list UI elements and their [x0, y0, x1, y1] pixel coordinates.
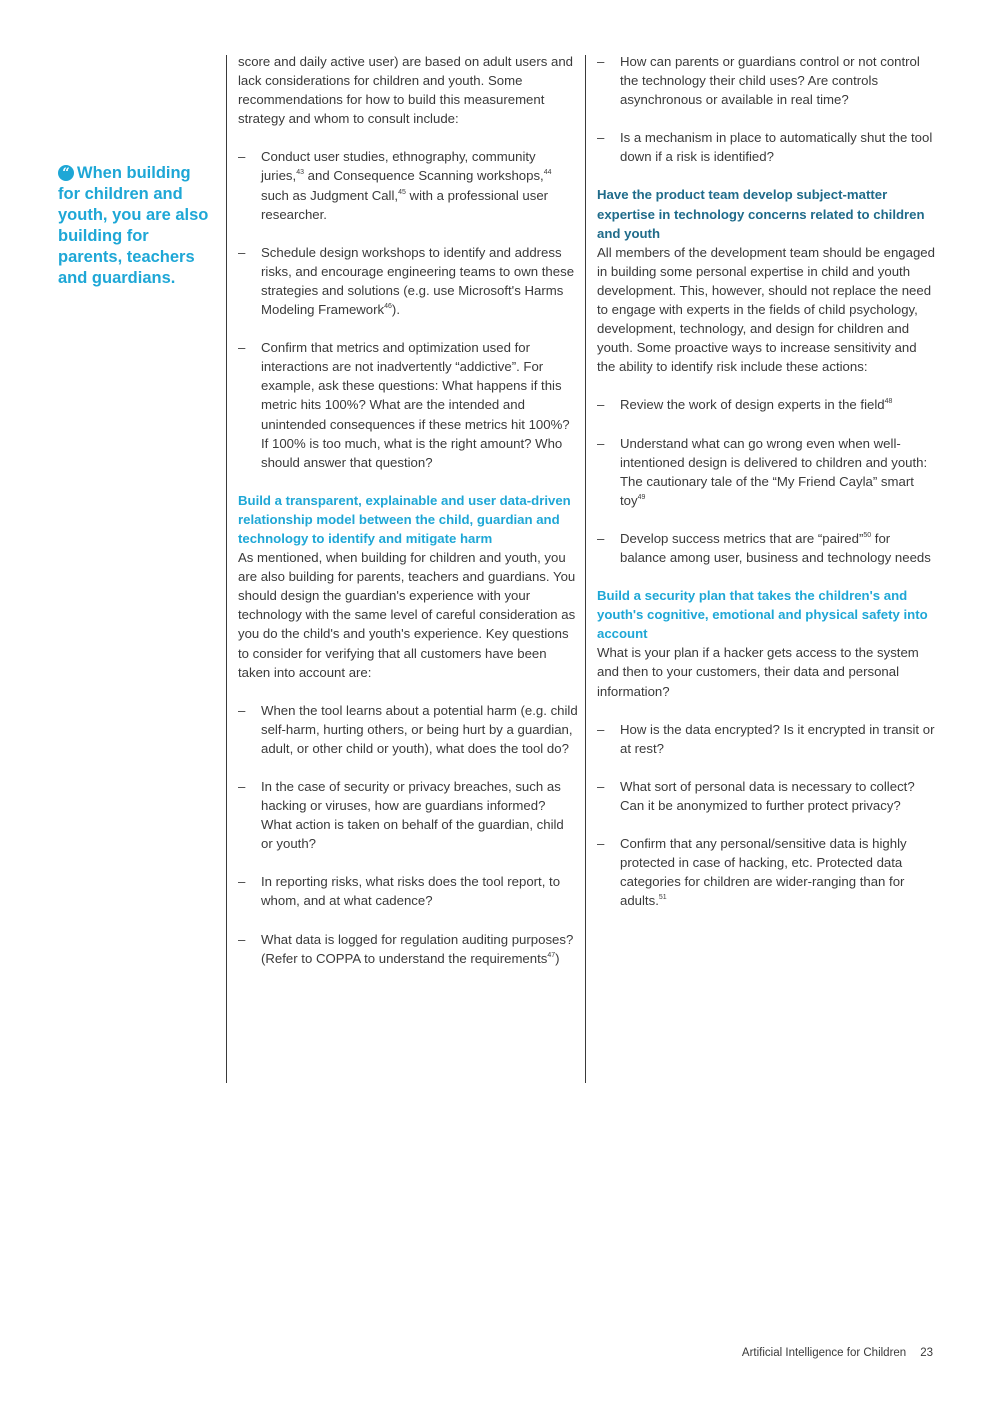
list-item: – What sort of personal data is necessary to collect? Can it be anonymized to further protect privacy?	[597, 778, 915, 813]
section-heading: Build a transparent, explainable and user data-driven relationship model between the child, guardian and technology to identify and mitigate harm	[238, 492, 571, 546]
list-item: – Schedule design workshops to identify and address risks, and encourage engineering teams to own these strategies and solutions (e.g. use Microsoft's Harms Modeling Framework$^{46}$).	[238, 244, 575, 318]
section-paragraph: What is your plan if a hacker gets access to the system and then to your customers, their data and personal information?	[597, 645, 919, 699]
section-paragraph: As mentioned, when building for children and youth, you are also building for parents, teachers and guardians. You should design the guardian's experience with your technology with the same level of careful consideration as you do the child's and youth's experience. Key questions to consider for verifying that all customers have been taken into account are:	[238, 550, 576, 680]
footer-title: Artificial Intelligence for Children	[741, 1347, 907, 1359]
list-item: – How is the data encrypted? Is it encrypted in transit or at rest?	[597, 721, 935, 756]
page-footer	[742, 1347, 933, 1359]
pull-quote-text: When building for children and youth, you are also building for parents, teachers and guardians.	[58, 164, 209, 287]
list-item: – Review the work of design experts in the field$^{48}$	[597, 397, 893, 413]
list-item: – Develop success metrics that are “paired”$^{50}$ for balance among user, business and technology needs	[597, 530, 931, 565]
list-item: – Understand what can go wrong even when well-intentioned design is delivered to children and youth: The cautionary tale of the “My Friend Cayla” smart toy$^{49}$	[597, 435, 928, 508]
section-heading: Have the product team develop subject-matter expertise in technology concerns related to children and youth	[597, 187, 925, 241]
list-item: – When the tool learns about a potential harm (e.g. child self-harm, hurting others, or being hurt by a guardian, adult, or other child or youth), what does the tool do?	[238, 702, 578, 756]
column-divider-left	[226, 55, 227, 1083]
list-item: – In reporting risks, what risks does the tool report, to whom, and at what cadence?	[238, 874, 561, 909]
list-item: – Conduct user studies, ethnography, community juries,$^{43}$ and Consequence Scanning workshops,$^{44}$ such as Judgment Call,$^{45}$ with a professional user researcher.	[238, 149, 552, 222]
section-paragraph: All members of the development team should be engaged in building some personal expertise in child and youth development. This, however, should not replace the need to engage with experts in the fields of child psychology, development, technology, and design for children and youth. Some proactive ways to increase sensitivity and the ability to identify risk include these actions:	[597, 244, 935, 375]
list-item: – In the case of security or privacy breaches, such as hacking or viruses, how are guardians informed? What action is taken on behalf of the guardian, child or youth?	[238, 779, 564, 852]
list-item: – What data is logged for regulation auditing purposes? (Refer to COPPA to understand the requirements$^{47}$)	[238, 931, 574, 966]
page-number: 23	[920, 1347, 933, 1359]
quote-mark-icon: “	[58, 165, 74, 181]
intro-paragraph: score and daily active user) are based on adult users and lack considerations for children and youth. Some recommendations for how to build this measurement strategy and whom to consult include:	[238, 54, 574, 127]
pull-quote	[58, 163, 216, 289]
list-item: – Is a mechanism in place to automatically shut the tool down if a risk is identified?	[597, 130, 933, 165]
right-column	[597, 52, 937, 910]
list-item: – Confirm that any personal/sensitive data is highly protected in case of hacking, etc. Protected data categories for children are wider-ranging than for adults.$^{51}$	[597, 836, 907, 909]
section-heading: Build a security plan that takes the children's and youth's cognitive, emotional and physical safety into account	[597, 588, 928, 642]
left-column	[238, 52, 578, 968]
list-item: – How can parents or guardians control or not control the technology their child uses? Are controls asynchronous or available in real time?	[597, 54, 920, 108]
column-divider-right	[585, 55, 586, 1083]
list-item: – Confirm that metrics and optimization used for interactions are not inadvertently “addictive”. For example, ask these questions: What happens if this metric hits 100%? What are the intended and unintended consequences if these metrics hit 100%? If 100% is too much, what is the right amount? Who should answer that question?	[238, 340, 570, 470]
